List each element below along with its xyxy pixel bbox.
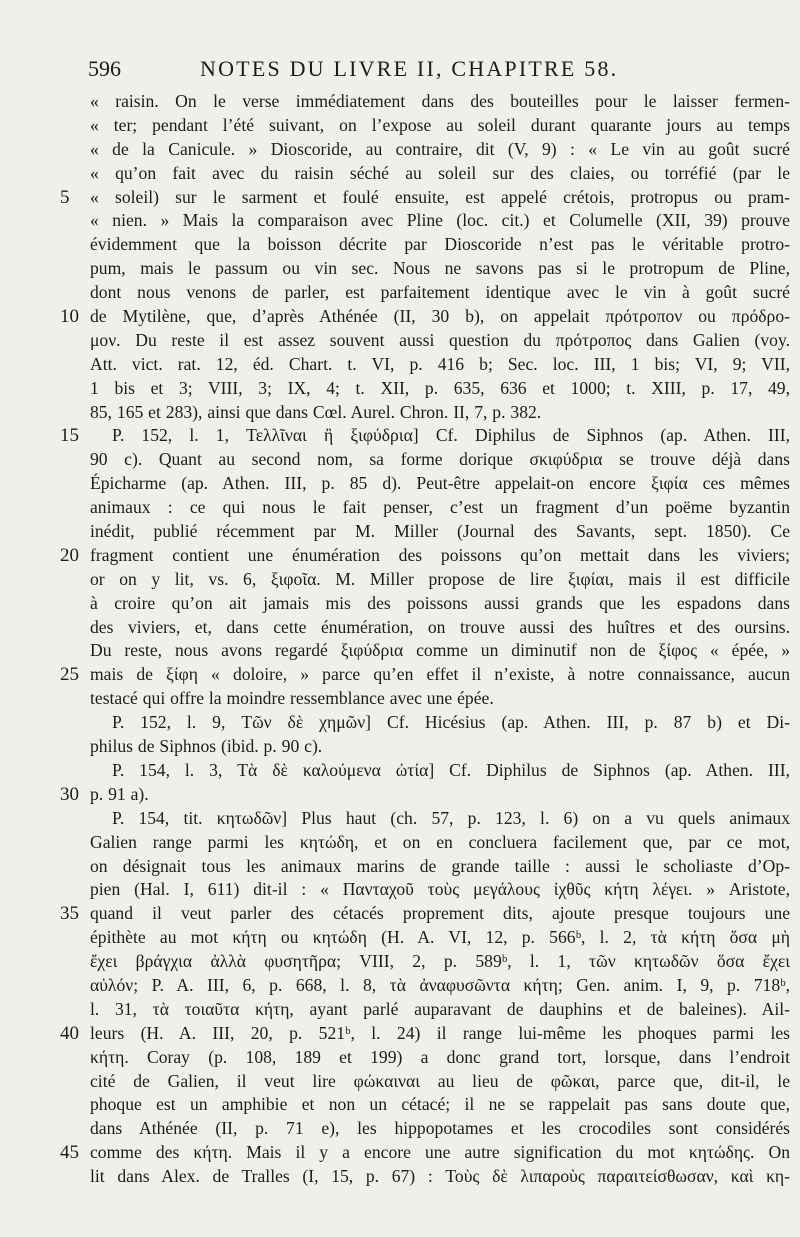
line-text: « ter; pendant l’été suivant, on l’expose au soleil durant quarante jours au temps <box>90 114 790 135</box>
line-text: μον. Du reste il est assez souvent aussi question du πρότροπος dans Galien (voy. <box>90 329 790 350</box>
text-line <box>90 1165 790 1189</box>
text-line <box>90 687 790 711</box>
text-line <box>90 998 790 1022</box>
line-number: 10 <box>60 306 79 328</box>
line-text: αὐλόν; P. A. III, 6, p. 668, l. 8, τὰ ἀναφυσῶντα κήτη; Gen. anim. I, 9, p. 718ᵇ, <box>90 974 790 995</box>
text-line <box>90 1117 790 1141</box>
text-line <box>60 186 790 210</box>
text-line <box>90 377 790 401</box>
line-text: évidemment que la boisson décrite par Dioscoride n’est pas le véritable protro- <box>90 234 790 255</box>
text-line <box>90 329 790 353</box>
text-line <box>60 902 790 926</box>
running-header <box>88 56 788 86</box>
line-text: de Mytilène, que, d’après Athénée (II, 30 b), on appelait πρότροπον ou πρόδρο- <box>90 306 790 327</box>
line-text: quand il veut parler des cétacés proprement dits, ajoute presque toujours une <box>90 903 790 924</box>
line-number: 40 <box>60 1022 79 1044</box>
line-text: philus de Siphnos (ibid. p. 90 c). <box>90 736 323 757</box>
line-number: 45 <box>60 1142 79 1164</box>
text-line <box>90 448 790 472</box>
text-line <box>90 711 790 735</box>
text-line <box>60 305 790 329</box>
line-text: l. 31, τὰ τοιαῦτα κήτη, ayant parlé auparavant de dauphins et de baleines). Ail- <box>90 998 790 1019</box>
text-line <box>60 424 790 448</box>
line-text: fragment contient une énumération des poissons qu’on mettait dans les viviers; <box>90 544 790 565</box>
text-line <box>90 616 790 640</box>
line-text: inédit, publié récemment par M. Miller (Journal des Savants, sept. 1850). Ce <box>90 521 790 542</box>
text-line <box>60 1141 790 1165</box>
line-text: Galien range parmi les κητώδη, et on en concluera facilement que, par ce mot, <box>90 831 790 852</box>
text-line <box>90 735 790 759</box>
line-text: « soleil) sur le sarment et foulé ensuite, est appelé crétois, protropus ou pram- <box>90 186 790 207</box>
text-line <box>60 783 790 807</box>
line-number: 15 <box>60 425 79 447</box>
text-line <box>90 353 790 377</box>
text-line <box>90 257 790 281</box>
text-line <box>90 639 790 663</box>
text-line <box>90 401 790 425</box>
text-line <box>90 520 790 544</box>
text-line <box>60 544 790 568</box>
text-line <box>90 209 790 233</box>
line-number: 30 <box>60 783 79 805</box>
text-line <box>90 950 790 974</box>
text-line <box>90 496 790 520</box>
line-text: pien (Hal. I, 611) dit-il : « Πανταχοῦ τοὺς μεγάλους ἰχθῦς κήτη λέγει. » Aristote, <box>90 879 790 900</box>
line-text: 1 bis et 3; VIII, 3; IX, 4; t. XII, p. 635, 636 et 1000; t. XIII, p. 17, 49, <box>90 377 790 398</box>
line-text: « de la Canicule. » Dioscoride, au contraire, dit (V, 9) : « Le vin au goût sucré <box>90 138 790 159</box>
line-text: dans Athénée (II, p. 71 e), les hippopotames et les crocodiles sont considérés <box>90 1118 790 1139</box>
line-text: des viviers, et, dans cette énumération, on trouve aussi des huîtres et des oursins. <box>90 616 790 637</box>
text-line <box>90 926 790 950</box>
line-text: on désignait tous les animaux marins de grande taille : aussi le scholiaste d’Op- <box>90 855 790 876</box>
line-number: 5 <box>60 186 70 208</box>
line-text: P. 152, l. 1, Τελλῖναι ἢ ξιφύδρια] Cf. Diphilus de Siphnos (ap. Athen. III, <box>112 425 790 446</box>
text-line <box>90 114 790 138</box>
line-text: à croire qu’on ait jamais mis des poissons aussi grands que les espadons dans <box>90 592 790 613</box>
text-line <box>60 663 790 687</box>
line-text: « qu’on fait avec du raisin séché au soleil sur des claies, ou torréfié (par le <box>90 162 790 183</box>
line-text: « nien. » Mais la comparaison avec Pline (loc. cit.) et Columelle (XII, 39) prouve <box>90 210 790 231</box>
line-text: ἔχει βράγχια ἀλλὰ φυσητῆρα; VIII, 2, p. 589ᵇ, l. 1, τῶν κητωδῶν ὅσα ἔχει <box>90 951 790 972</box>
line-text: or on y lit, vs. 6, ξιφοῖα. M. Miller propose de lire ξιφίαι, mais il est difficile <box>90 568 790 589</box>
text-line <box>90 90 790 114</box>
text-line <box>90 568 790 592</box>
text-line <box>90 759 790 783</box>
line-text: dont nous venons de parler, est parfaitement identique avec le vin à goût sucré <box>90 282 790 303</box>
text-line <box>90 1093 790 1117</box>
line-text: épithète au mot κήτη ou κητώδη (H. A. VI, 12, p. 566ᵇ, l. 2, τὰ κήτη ὅσα μὴ <box>90 927 790 948</box>
line-text: lit dans Alex. de Tralles (I, 15, p. 67) : Τοὺς δὲ λιπαροὺς παραιτείσθωσαν, καὶ κη- <box>90 1166 790 1187</box>
running-title: NOTES DU LIVRE II, CHAPITRE 58. <box>200 56 619 81</box>
text-line <box>90 281 790 305</box>
text-line <box>90 807 790 831</box>
line-text: comme des κήτη. Mais il y a encore une autre signification du mot κητώδης. On <box>90 1142 790 1163</box>
line-text: cité de Galien, il veut lire φώκαιναι au lieu de φῶκαι, parce que, dit-il, le <box>90 1070 790 1091</box>
text-line <box>90 974 790 998</box>
line-text: « raisin. On le verse immédiatement dans des bouteilles pour le laisser fermen- <box>90 91 790 111</box>
line-number: 20 <box>60 544 79 566</box>
line-text: mais de ξίφη « doloire, » parce qu’en effet il n’existe, à notre connaissance, aucun <box>90 664 790 685</box>
line-text: phoque est un amphibie et non un cétacé; il ne se rappelait pas sans doute que, <box>90 1094 790 1115</box>
line-text: animaux : ce qui nous le fait penser, c’est un fragment d’un poëme byzantin <box>90 497 790 518</box>
line-number: 35 <box>60 903 79 925</box>
text-line <box>90 831 790 855</box>
page-number: 596 <box>88 56 121 81</box>
text-body <box>60 90 790 1189</box>
text-line <box>90 472 790 496</box>
line-text: Épicharme (ap. Athen. III, p. 85 d). Peut-être appelait-on encore ξιφία ces mêmes <box>90 473 790 494</box>
text-line <box>90 878 790 902</box>
line-text: Du reste, nous avons regardé ξιφύδρια comme un diminutif non de ξίφος « épée, » <box>90 640 790 661</box>
text-line <box>90 1046 790 1070</box>
line-text: pum, mais le passum ou vin sec. Nous ne savons pas si le protropum de Pline, <box>90 258 790 279</box>
line-text: 90 c). Quant au second nom, sa forme dorique σκιφύδρια se trouve déjà dans <box>90 449 790 470</box>
text-line <box>90 855 790 879</box>
line-text: κήτη. Coray (p. 108, 189 et 199) a donc grand tort, lorsque, dans l’endroit <box>90 1046 790 1067</box>
text-line <box>90 162 790 186</box>
line-text: p. 91 a). <box>90 783 149 804</box>
text-line <box>90 233 790 257</box>
text-line <box>90 1070 790 1094</box>
line-text: 85, 165 et 283), ainsi que dans Cœl. Aurel. Chron. II, 7, p. 382. <box>90 401 542 422</box>
text-line <box>90 592 790 616</box>
line-text: P. 154, l. 3, Τὰ δὲ καλούμενα ὠτία] Cf. Diphilus de Siphnos (ap. Athen. III, <box>112 759 790 780</box>
text-line <box>60 1022 790 1046</box>
line-text: testacé qui offre la moindre ressemblance avec une épée. <box>90 688 494 709</box>
line-text: P. 154, tit. κητωδῶν] Plus haut (ch. 57, p. 123, l. 6) on a vu quels animaux <box>112 807 790 828</box>
line-number: 25 <box>60 664 79 686</box>
line-text: P. 152, l. 9, Τῶν δὲ χημῶν] Cf. Hicésius (ap. Athen. III, p. 87 b) et Di- <box>112 712 790 733</box>
line-text: leurs (H. A. III, 20, p. 521ᵇ, l. 24) il range lui-même les phoques parmi les <box>90 1022 790 1043</box>
line-text: Att. vict. rat. 12, éd. Chart. t. VI, p. 416 b; Sec. loc. III, 1 bis; VI, 9; VII, <box>90 353 790 374</box>
text-line <box>90 138 790 162</box>
